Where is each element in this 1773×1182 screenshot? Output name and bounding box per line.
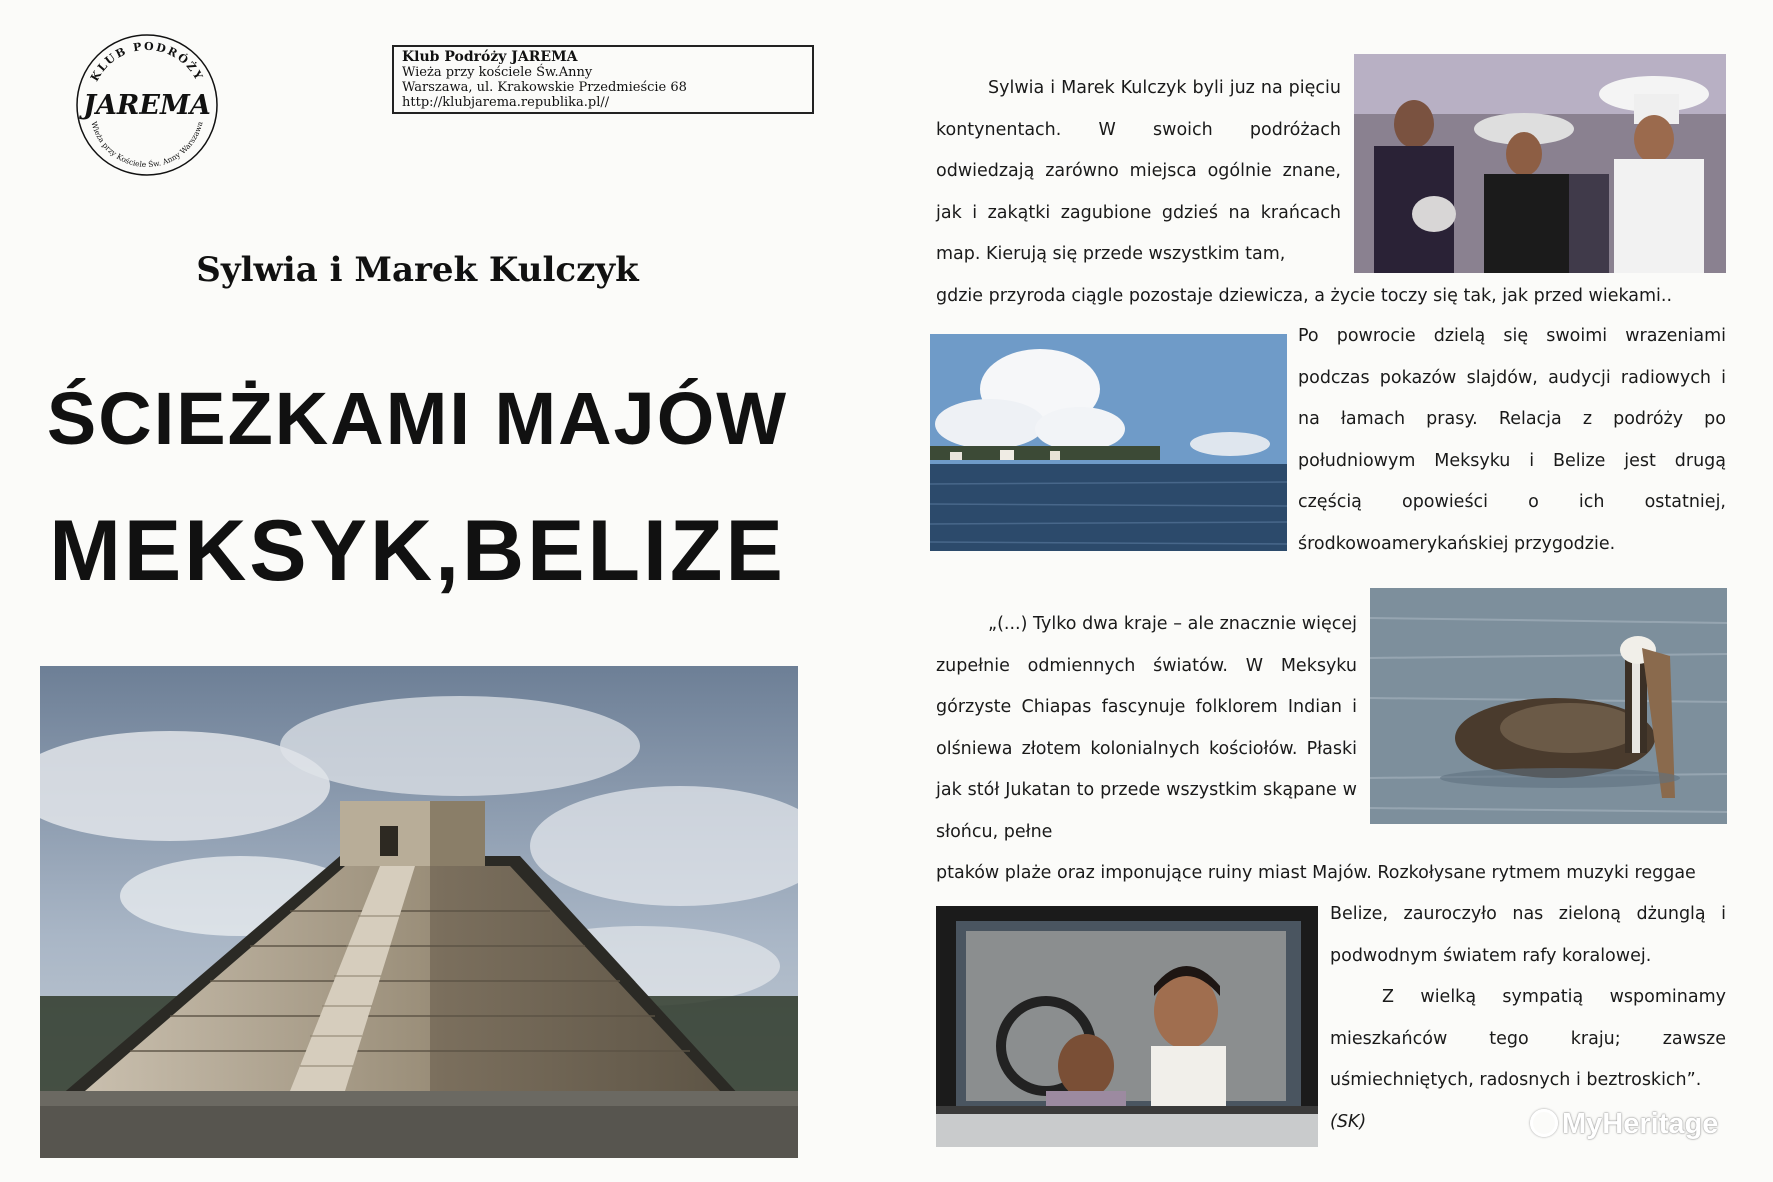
svg-text:KLUB PODRÓŻY	[88, 40, 206, 84]
logo-top-text: KLUB PODRÓŻY	[88, 39, 206, 84]
logo-name: JAREMA	[83, 90, 211, 121]
club-address-box	[392, 45, 814, 114]
myheritage-logo-icon	[1530, 1109, 1558, 1137]
intro-paragraph-tail: gdzie przyroda ciągle pozostaje dziewicza, a życie toczy się tak, jak przed wiekami..	[936, 286, 1673, 306]
address-line: Warszawa, ul. Krakowskie Przedmieście 68	[402, 80, 687, 95]
author-name: Sylwia i Marek Kulczyk	[196, 250, 639, 290]
address-link[interactable]: http://klubjarema.republika.pl//	[402, 95, 610, 110]
market-people-photo	[1354, 54, 1726, 273]
logo-bottom-text: Wieża przy Kościele Św. Anny Warszawa	[89, 120, 205, 170]
closing-paragraph: Z wielką sympatią wspominamy mieszkańców tego kraju; zawsze uśmiechniętych, radosnych i beztroskich”.	[1330, 987, 1726, 1090]
children-in-car-photo	[936, 906, 1318, 1147]
address-line: Wieża przy kościele Św.Anny	[402, 65, 593, 80]
belize-paragraph: Belize, zauroczyło nas zieloną dżunglą i podwodnym światem rafy koralowej.	[1330, 904, 1726, 966]
myheritage-watermark	[1530, 1108, 1730, 1142]
quote-paragraph: „(...) Tylko dwa kraje – ale znacznie więcej zupełnie odmiennych światów. W Meksyku górzyste Chiapas fascynuje folklorem Indian i olśniewa złotem kolonialnych kościołów. Płaski jak stół Jukatan to przede wszystkim skąpane w słońcu, pełne	[936, 614, 1357, 842]
subtitle-countries: MEKSYK,BELIZE	[49, 503, 786, 599]
signature: (SK)	[1330, 1112, 1367, 1132]
quote-paragraph-tail: ptaków plaże oraz imponujące ruiny miast Majów. Rozkołysane rytmem muzyki reggae	[936, 863, 1696, 883]
main-title: ŚCIEŻKAMI MAJÓW	[46, 377, 789, 460]
pelican-photo	[1370, 588, 1727, 824]
address-line: Klub Podróży JAREMA	[402, 49, 578, 65]
intro-paragraph: Sylwia i Marek Kulczyk byli juz na pięciu kontynentach. W swoich podróżach odwiedzają zarówno miejsca ogólnie znane, jak i zakątki zagubione gdzieś na krańcach map. Kierują się przede wszystkim tam,	[936, 78, 1341, 264]
belize-coast-photo	[930, 334, 1287, 551]
presentation-paragraph: Po powrocie dzielą się swoimi wrazeniami podczas pokazów slajdów, audycji radiowych i na łamach prasy. Relacja z podróży po południowym Meksyku i Belize jest drugą częścią opowieści o ich ostatniej, środkowoamerykańskiej przygodzie.	[1298, 326, 1726, 554]
watermark-text: MyHeritage	[1562, 1108, 1719, 1140]
pyramid-photo	[40, 666, 798, 1158]
club-jarema-logo	[72, 30, 222, 180]
